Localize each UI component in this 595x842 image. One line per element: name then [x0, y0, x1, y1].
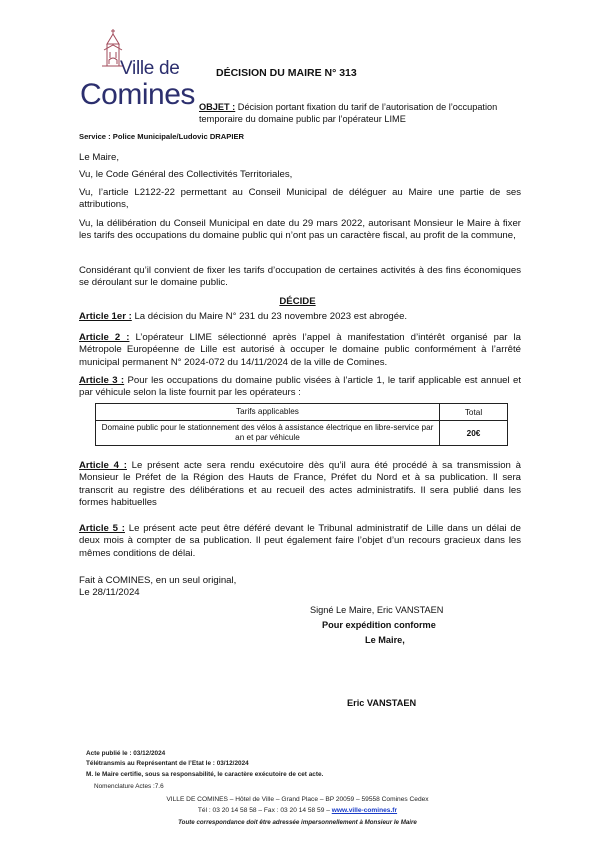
service-line: Service : Police Municipale/Ludovic DRAPIER [79, 132, 244, 141]
article-1-text: La décision du Maire N° 231 du 23 novembre 2023 est abrogée. [131, 311, 408, 322]
article-3-text: Pour les occupations du domaine public visées à l’article 1, le tarif applicable est annuel et par véhicule selon la liste fournit par les opérateurs : [79, 375, 521, 399]
tarifs-table [95, 403, 508, 446]
article-4-label: Article 4 : [79, 460, 127, 471]
objet-text: Décision portant fixation du tarif de l’autorisation de l’occupation temporaire du domaine public par l’opérateur LIME [199, 102, 498, 124]
signe-le-maire: Signé Le Maire, Eric VANSTAEN [310, 605, 444, 615]
le-maire-signature: Le Maire, [365, 635, 405, 645]
footer-contact [0, 807, 595, 814]
logo-ville-text: Ville de [120, 58, 180, 79]
vu-article-paragraph: Vu, l’article L2122-22 permettant au Conseil Municipal de déléguer au Maire une partie de ses attributions, [79, 187, 521, 211]
article-5-text: Le présent acte peut être déféré devant le Tribunal administratif de Lille dans un délai de deux mois à compter de sa publication. Il peut également faire l’objet d’un recours gracieux dans les mêmes conditions de délai. [79, 523, 521, 559]
table-header-tarifs: Tarifs applicables [96, 404, 440, 421]
article-5-label: Article 5 : [79, 523, 125, 534]
decision-title: DÉCISION DU MAIRE N° 313 [216, 67, 357, 79]
article-1 [79, 311, 521, 323]
article-4-text: Le présent acte sera rendu exécutoire dès qu’il aura été procédé à sa transmission à Monsieur le Préfet de la Région des Hauts de France, Préfet du Nord et à sa publication. Il sera transcrit au registre des délibérations et au recueil des actes administratifs. Il sera publié dans les formes habituelles [79, 460, 521, 509]
table-header-row [96, 404, 508, 421]
article-3-label: Article 3 : [79, 375, 125, 386]
article-1-label: Article 1er : [79, 311, 132, 322]
table-row [96, 421, 508, 446]
vu-deliberation-paragraph: Vu, la délibération du Conseil Municipal en date du 29 mars 2022, autorisant Monsieur le Maire à fixer les tarifs des occupations du domaine public qui n’ont pas un caractère fiscal, au profit de la commune, [79, 218, 521, 242]
website-link[interactable]: www.ville-comines.fr [331, 807, 398, 814]
objet-block [199, 101, 499, 125]
footer-tel: Tél : 03 20 14 58 58 – Fax : 03 20 14 58 59 – [197, 807, 332, 814]
article-4 [79, 460, 521, 510]
logo-comines-text: Comines [80, 78, 195, 111]
date-line: Le 28/11/2024 [79, 587, 140, 598]
footer-correspondance: Toute correspondance doit être adressée impersonnellement à Monsieur le Maire [178, 819, 417, 826]
objet-label: OBJET : [199, 102, 236, 112]
teletransmis: Télétransmis au Représentant de l’Etat le : 03/12/2024 [86, 760, 249, 767]
pour-expedition: Pour expédition conforme [322, 620, 436, 630]
le-maire-line: Le Maire, [79, 152, 119, 163]
fait-a-line: Fait à COMINES, en un seul original, [79, 575, 237, 586]
comines-logo [80, 28, 195, 111]
vu-cgct-line: Vu, le Code Général des Collectivités Territoriales, [79, 169, 293, 180]
article-2-text: L’opérateur LIME sélectionné après l’appel à manifestation d’intérêt organisé par la Métropole Européenne de Lille est autorisé à occuper le domaine public conformément à l’arrêté municipal permanent N° 2024-072 du 14/11/2024 de la ville de Comines. [79, 332, 521, 368]
table-cell-total: 20€ [440, 421, 508, 446]
table-cell-label: Domaine public pour le stationnement des vélos à assistance électrique en libre-service par an et par véhicule [96, 421, 440, 446]
article-5 [79, 523, 521, 560]
article-3 [79, 375, 521, 400]
maire-name: Eric VANSTAEN [347, 698, 417, 708]
acte-publie: Acte publié le : 03/12/2024 [86, 750, 166, 757]
certification: M. le Maire certifie, sous sa responsabilité, le caractère exécutoire de cet acte. [86, 771, 324, 778]
article-2-label: Article 2 : [79, 332, 130, 343]
footer-address: VILLE DE COMINES – Hôtel de Ville – Grand Place – BP 20059 – 59558 Comines Cedex [166, 796, 429, 803]
table-header-total: Total [440, 404, 508, 421]
decide-heading: DÉCIDE [279, 296, 316, 307]
nomenclature: Nomenclature Actes :7.6 [94, 783, 164, 790]
article-2 [79, 332, 521, 369]
considerant-paragraph: Considérant qu’il convient de fixer les tarifs d’occupation de certaines activités à des fins économiques se déroulant sur le domaine public. [79, 265, 521, 289]
